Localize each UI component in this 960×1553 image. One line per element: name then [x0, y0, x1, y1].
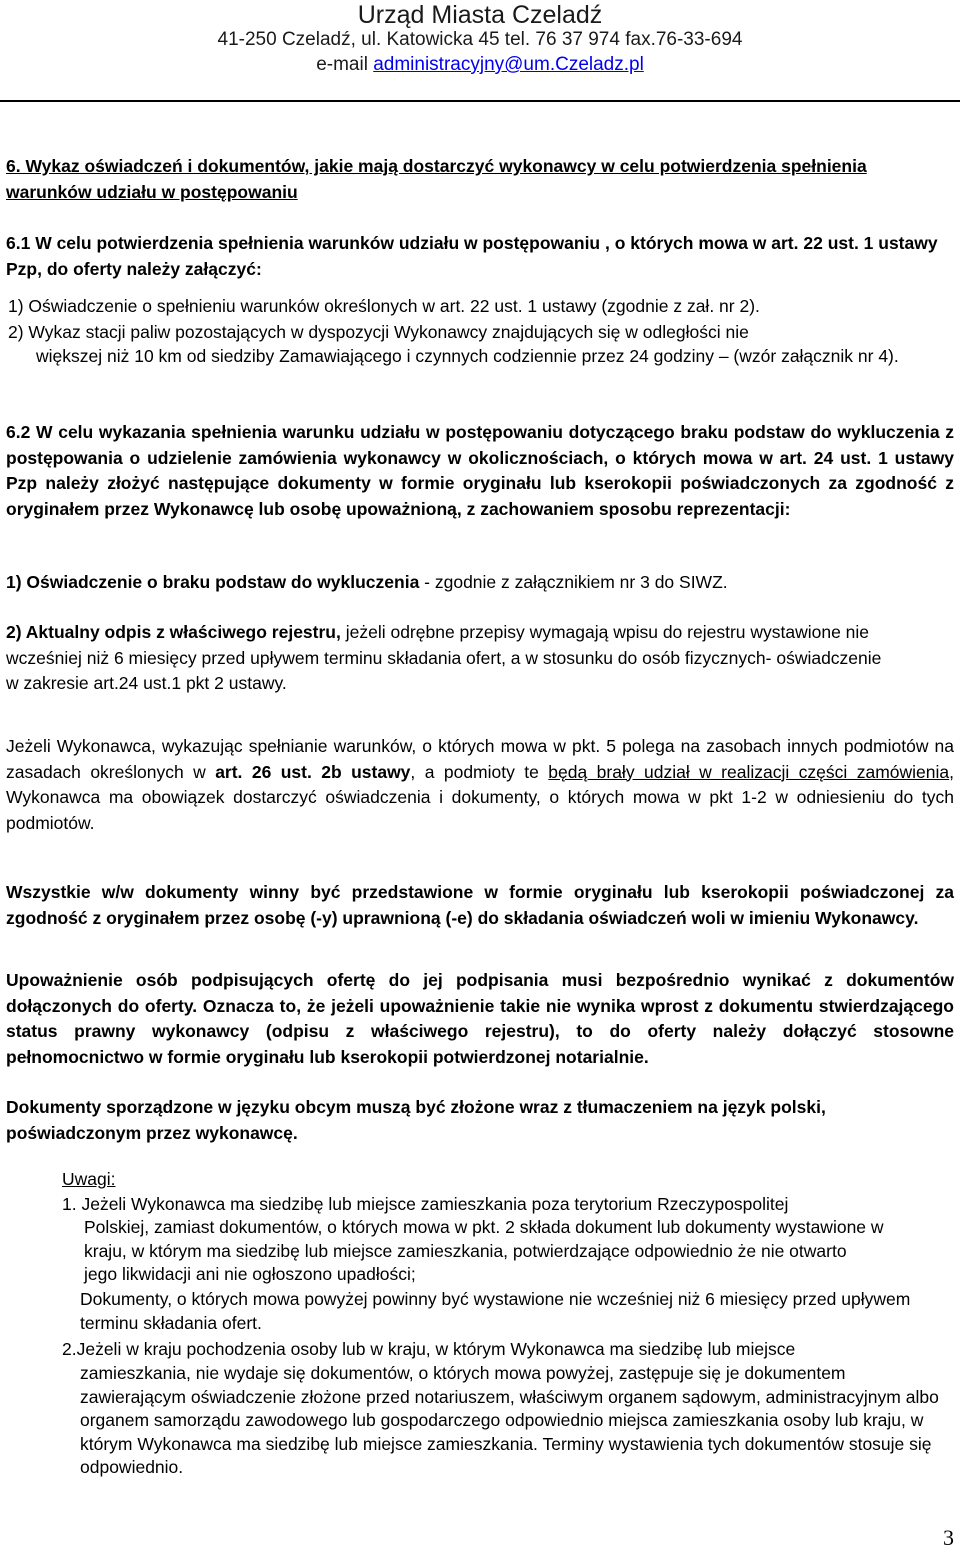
note-1-rest: Polskiej, zamiast dokumentów, o których mowa w pkt. 2 składa dokument lub dokumenty wystawione w kraju, w którym ma siedzibę lub miejsce zamieszkania, potwierdzające odpowiednio że nie otwarto jego likwidacji ani nie ogłoszono upadłości;	[84, 1217, 884, 1284]
note-1-extra: Dokumenty, o których mowa powyżej powinny być wystawione nie wcześniej niż 6 miesięcy przed upływem terminu składania ofert.	[80, 1289, 911, 1333]
office-email-line	[0, 54, 960, 76]
foreign-language-paragraph: Dokumenty sporządzone w języku obcym muszą być złożone wraz z tłumaczeniem na język polski, poświadczonym przez wykonawcę.	[6, 1097, 826, 1143]
item-2-rest: jeżeli odrębne przepisy wymagają wpisu do rejestru wystawione nie wcześniej niż 6 miesięcy przed upływem terminu składania ofert, a w stosunku do osób fizycznych- oświadczenie w zakresie art.24 ust.1 pkt 2 ustawy.	[6, 622, 882, 693]
office-address: 41-250 Czeladź, ul. Katowicka 45 tel. 76 37 974 fax.76-33-694	[217, 29, 743, 50]
documents-form-paragraph: Wszystkie w/w dokumenty winny być przedstawione w formie oryginału lub kserokopii poświadczonej za zgodność z oryginałem przez osobę (-y) uprawnioną (-e) do składania oświadczeń woli w imieniu Wykonawcy.	[6, 882, 954, 928]
resources-paragraph	[6, 734, 954, 836]
office-name: Urząd Miasta Czeladź	[357, 1, 603, 29]
email-link[interactable]: administracyjny@um.Czeladz.pl	[373, 54, 644, 75]
resources-part-3: , Wykonawca ma obowiązek dostarczyć oświadczenia i dokumenty, o których mowa w pkt 1-2 w odniesieniu do tych podmiotów.	[6, 761, 954, 833]
page-number: 3	[943, 1525, 954, 1550]
resources-part-1: Jeżeli Wykonawca, wykazując spełnianie warunków, o których mowa w pkt. 5 polega na zasobach innych podmiotów na zasadach określonych w	[6, 736, 954, 782]
authorization-paragraph: Upoważnienie osób podpisujących ofertę do jej podpisania musi bezpośrednio wynikać z dokumentów dołączonych do oferty. Oznacza to, że jeżeli upoważnienie takie nie wynika wprost z dokumentu stwierdzającego status prawny wykonawcy (odpisu z właściwego rejestru), to do oferty należy dołączyć stosowne pełnomocnictwo w formie oryginału lub kserokopii potwierdzonej notarialnie.	[6, 970, 954, 1067]
section-6-1-item-2-rest: większej niż 10 km od siedziby Zamawiającego i czynnych codziennie przez 24 godziny – (wzór załącznik nr 4).	[36, 346, 899, 366]
resources-art: art. 26 ust. 2b ustawy	[215, 761, 411, 782]
email-label: e-mail	[316, 54, 374, 75]
item-1-bold: 1) Oświadczenie o braku podstaw do wykluczenia	[6, 572, 420, 592]
item-2-bold: 2) Aktualny odpis z właściwego rejestru,	[6, 622, 341, 642]
section-6-2-intro: 6.2 W celu wykazania spełnienia warunku udziału w postępowaniu dotyczącego braku podstaw do wykluczenia z postępowania o udzielenie zamówienia wykonawcy w okolicznościach, o których mowa w art. 24 ust. 1 ustawy Pzp należy złożyć następujące dokumenty w formie oryginału lub kserokopii poświadczonych za zgodność z oryginałem przez Wykonawcę lub osobę upoważnioną, z zachowaniem sposobu reprezentacji:	[6, 422, 954, 519]
section-6-2-item-2	[6, 620, 886, 697]
item-1-rest: - zgodnie z załącznikiem nr 3 do SIWZ.	[419, 572, 728, 592]
section-6-heading: 6. Wykaz oświadczeń i dokumentów, jakie mają dostarczyć wykonawcy w celu potwierdzenia spełnienia warunków udziału w postępowaniu	[6, 156, 867, 202]
note-1-first: 1. Jeżeli Wykonawca ma siedzibę lub miejsce zamieszkania poza terytorium Rzeczypospolitej	[62, 1194, 789, 1214]
section-6-2-item-1	[6, 570, 954, 596]
resources-underlined: będą brały udział w realizacji części zamówienia	[548, 761, 950, 782]
note-2-first: 2.Jeżeli w kraju pochodzenia osoby lub w kraju, w którym Wykonawca ma siedzibę lub miejsce	[62, 1339, 796, 1359]
section-6-1-item-1: 1) Oświadczenie o spełnieniu warunków określonych w art. 22 ust. 1 ustawy (zgodnie z zał. nr 2).	[8, 296, 760, 316]
resources-part-2: , a podmioty te	[410, 761, 549, 782]
section-6-1-item-2-first: 2) Wykaz stacji paliw pozostających w dyspozycji Wykonawcy znajdujących się w odległości nie	[8, 322, 749, 342]
header-divider	[0, 100, 960, 102]
note-2-rest: zamieszkania, nie wydaje się dokumentów, o których mowa powyżej, zastępuje się je dokumentem zawierającym oświadczenie złożone przed notariuszem, właściwym organem sądowym, administracyjnym albo organem samorządu zawodowego lub gospodarczego odpowiednio miejsca zamieszkania osoby lub kraju, w którym Wykonawca ma siedzibę lub miejsce zamieszkania. Terminy wystawienia tych dokumentów stosuje się odpowiednio.	[80, 1363, 939, 1477]
section-6-1-intro: 6.1 W celu potwierdzenia spełnienia warunków udziału w postępowaniu , o których mowa w art. 22 ust. 1 ustawy Pzp, do oferty należy załączyć:	[6, 233, 938, 279]
notes-heading: Uwagi:	[62, 1169, 116, 1189]
